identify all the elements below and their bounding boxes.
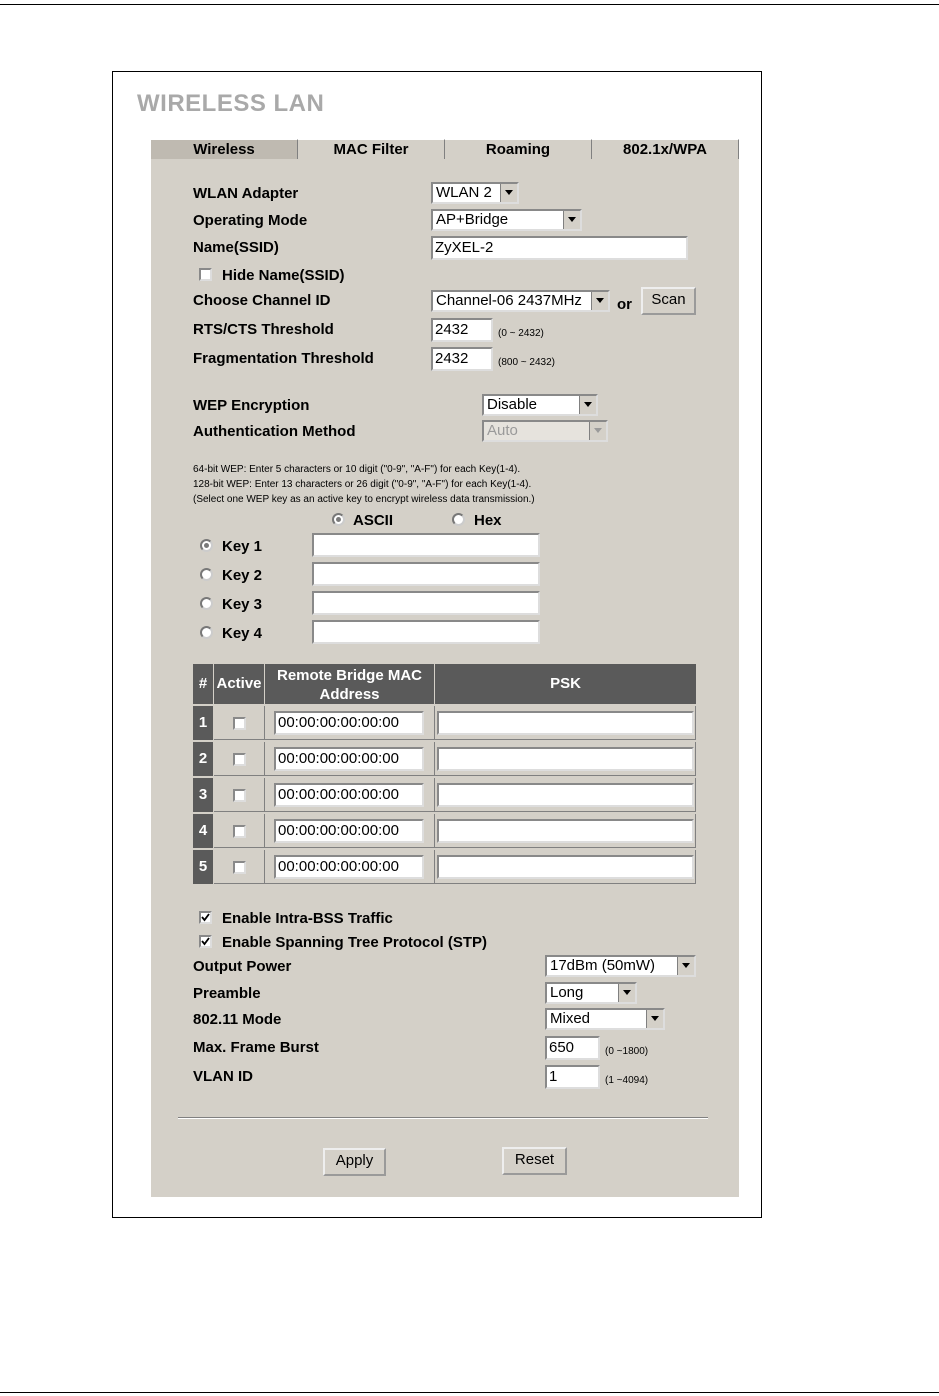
- col-header-mac: Remote Bridge MAC Address: [265, 664, 435, 704]
- wep-note-select: (Select one WEP key as an active key to encrypt wireless data transmission.): [193, 494, 535, 505]
- ssid-input[interactable]: ZyXEL-2: [431, 236, 688, 260]
- row3-active-checkbox[interactable]: [233, 789, 246, 802]
- operating-mode-value: AP+Bridge: [436, 211, 509, 228]
- tab-8021x-wpa[interactable]: 802.1x/WPA: [592, 139, 739, 159]
- row2-active-checkbox[interactable]: [233, 753, 246, 766]
- wlan-adapter-value: WLAN 2: [436, 184, 492, 201]
- mode-label: 802.11 Mode: [193, 1011, 282, 1028]
- intra-bss-checkbox[interactable]: [199, 911, 212, 924]
- auth-method-value: Auto: [487, 422, 518, 439]
- wep-encryption-value: Disable: [487, 396, 538, 413]
- wep-note-64: 64-bit WEP: Enter 5 characters or 10 digit ("0-9", "A-F") for each Key(1-4).: [193, 464, 521, 475]
- frame-burst-label: Max. Frame Burst: [193, 1039, 319, 1056]
- chevron-down-icon: [589, 422, 606, 440]
- row-number: 4: [193, 814, 213, 848]
- auth-method-label: Authentication Method: [193, 423, 356, 440]
- tab-wireless[interactable]: Wireless: [151, 139, 298, 159]
- frame-burst-input[interactable]: 650: [545, 1036, 600, 1060]
- output-power-label: Output Power: [193, 958, 292, 975]
- frag-input[interactable]: 2432: [431, 347, 493, 371]
- frame-burst-range: (0 ~1800): [605, 1046, 649, 1057]
- ssid-label: Name(SSID): [193, 239, 279, 256]
- frag-label: Fragmentation Threshold: [193, 350, 374, 367]
- row1-mac-input[interactable]: 00:00:00:00:00:00: [274, 711, 424, 735]
- key2-input[interactable]: [312, 562, 540, 586]
- key4-label: Key 4: [222, 625, 263, 642]
- wlan-adapter-label: WLAN Adapter: [193, 185, 299, 202]
- row2-psk-input[interactable]: [437, 747, 694, 771]
- row-number: 5: [193, 850, 213, 884]
- preamble-select[interactable]: [545, 982, 637, 1004]
- mode-select[interactable]: [545, 1008, 665, 1030]
- stp-checkbox[interactable]: [199, 935, 212, 948]
- chevron-down-icon: [591, 292, 608, 310]
- row1-active-checkbox[interactable]: [233, 717, 246, 730]
- frag-range: (800 ~ 2432): [498, 357, 555, 368]
- key2-label: Key 2: [222, 567, 263, 584]
- page-top-rule: [0, 4, 939, 5]
- checkmark-icon: [201, 913, 210, 922]
- row3-mac-input[interactable]: 00:00:00:00:00:00: [274, 783, 424, 807]
- tab-roaming[interactable]: Roaming: [445, 139, 592, 159]
- chevron-down-icon: [677, 957, 694, 975]
- tab-mac-filter[interactable]: MAC Filter: [298, 139, 445, 159]
- hide-ssid-label: Hide Name(SSID): [222, 267, 345, 284]
- reset-button[interactable]: Reset: [502, 1147, 567, 1175]
- rts-input[interactable]: 2432: [431, 318, 493, 342]
- vlan-label: VLAN ID: [193, 1068, 253, 1085]
- hex-radio[interactable]: [452, 513, 465, 526]
- hex-label: Hex: [474, 512, 502, 529]
- chevron-down-icon: [579, 396, 596, 414]
- chevron-down-icon: [563, 211, 580, 229]
- apply-button[interactable]: Apply: [323, 1148, 386, 1176]
- intra-bss-label: Enable Intra-BSS Traffic: [222, 910, 393, 927]
- key3-radio[interactable]: [200, 597, 213, 610]
- output-power-select[interactable]: [545, 955, 696, 977]
- key1-input[interactable]: [312, 533, 540, 557]
- wep-encryption-label: WEP Encryption: [193, 397, 310, 414]
- auth-method-select[interactable]: [482, 420, 608, 442]
- vlan-input[interactable]: 1: [545, 1065, 600, 1089]
- col-header-num: #: [193, 664, 214, 704]
- row4-mac-input[interactable]: 00:00:00:00:00:00: [274, 819, 424, 843]
- channel-value: Channel-06 2437MHz: [436, 292, 582, 309]
- hide-ssid-checkbox[interactable]: [199, 268, 212, 281]
- chevron-down-icon: [618, 984, 635, 1002]
- key1-label: Key 1: [222, 538, 263, 555]
- col-header-psk: PSK: [435, 664, 696, 704]
- ascii-label: ASCII: [353, 512, 394, 529]
- rts-range: (0 ~ 2432): [498, 328, 544, 339]
- operating-mode-select[interactable]: [431, 209, 582, 231]
- key2-radio[interactable]: [200, 568, 213, 581]
- row1-psk-input[interactable]: [437, 711, 694, 735]
- ascii-radio[interactable]: [332, 513, 345, 526]
- page-title: WIRELESS LAN: [137, 90, 325, 117]
- wep-encryption-select[interactable]: [482, 394, 598, 416]
- operating-mode-label: Operating Mode: [193, 212, 308, 229]
- row-number: 3: [193, 778, 213, 812]
- channel-select[interactable]: [431, 290, 610, 312]
- stp-label: Enable Spanning Tree Protocol (STP): [222, 934, 488, 951]
- checkmark-icon: [201, 937, 210, 946]
- row5-psk-input[interactable]: [437, 855, 694, 879]
- wep-note-128: 128-bit WEP: Enter 13 characters or 26 digit ("0-9", "A-F") for each Key(1-4).: [193, 479, 532, 490]
- or-text: or: [617, 296, 632, 313]
- preamble-value: Long: [550, 984, 584, 1001]
- row5-active-checkbox[interactable]: [233, 861, 246, 874]
- tab-bar: [151, 139, 739, 159]
- row2-mac-input[interactable]: 00:00:00:00:00:00: [274, 747, 424, 771]
- key4-radio[interactable]: [200, 626, 213, 639]
- scan-button[interactable]: Scan: [641, 287, 696, 315]
- chevron-down-icon: [500, 184, 517, 202]
- preamble-label: Preamble: [193, 985, 261, 1002]
- mode-value: Mixed: [550, 1010, 591, 1027]
- wlan-adapter-select[interactable]: [431, 182, 519, 204]
- key3-input[interactable]: [312, 591, 540, 615]
- chevron-down-icon: [646, 1010, 663, 1028]
- page-bottom-rule: [0, 1392, 939, 1393]
- rts-label: RTS/CTS Threshold: [193, 321, 334, 338]
- row-number: 1: [193, 706, 213, 740]
- col-header-active: Active: [214, 664, 265, 704]
- key1-radio[interactable]: [200, 539, 213, 552]
- key3-label: Key 3: [222, 596, 263, 613]
- row3-psk-input[interactable]: [437, 783, 694, 807]
- row5-mac-input[interactable]: 00:00:00:00:00:00: [274, 855, 424, 879]
- divider: [178, 1117, 708, 1119]
- row4-psk-input[interactable]: [437, 819, 694, 843]
- channel-label: Choose Channel ID: [193, 292, 331, 309]
- row4-active-checkbox[interactable]: [233, 825, 246, 838]
- output-power-value: 17dBm (50mW): [550, 957, 656, 974]
- vlan-range: (1 ~4094): [605, 1075, 649, 1086]
- key4-input[interactable]: [312, 620, 540, 644]
- row-number: 2: [193, 742, 213, 776]
